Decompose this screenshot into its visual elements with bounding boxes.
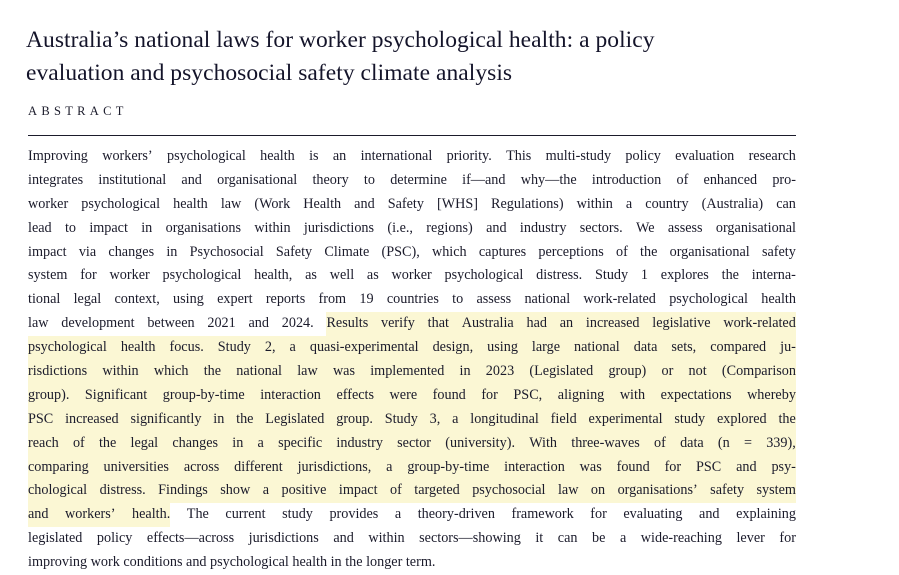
abstract-word-highlighted: compared	[710, 336, 766, 360]
abstract-word-highlighted: work-related	[723, 312, 795, 336]
abstract-line	[28, 145, 796, 169]
abstract-word: via	[78, 243, 97, 260]
abstract-line	[28, 264, 796, 288]
abstract-word: be	[592, 530, 606, 547]
abstract-word-highlighted: were	[390, 384, 418, 408]
abstract-word: perceptions	[538, 243, 604, 260]
abstract-word: for	[779, 530, 796, 547]
abstract-word: pro-	[772, 171, 796, 188]
abstract-word-highlighted: significantly	[130, 408, 201, 432]
abstract-word-highlighted: different	[234, 456, 283, 480]
abstract-word: the	[640, 243, 658, 260]
abstract-word: Improving	[28, 148, 88, 164]
abstract-word: for	[80, 267, 97, 284]
abstract-word: policy	[625, 148, 661, 164]
abstract-word-highlighted: sector	[397, 432, 431, 456]
abstract-word-highlighted: in	[213, 408, 224, 432]
abstract-line	[28, 503, 796, 527]
abstract-word-highlighted: safety	[710, 479, 744, 503]
abstract-word-highlighted: =	[744, 432, 752, 456]
abstract-section-heading: ABSTRACT	[28, 104, 128, 118]
abstract-line	[28, 527, 796, 551]
abstract-word: Safety	[275, 243, 313, 260]
abstract-word: psychological	[166, 148, 246, 164]
abstract-word: within	[576, 195, 613, 212]
abstract-word: a	[625, 195, 633, 212]
abstract-word: current	[225, 506, 266, 523]
abstract-word-highlighted: (n	[718, 432, 730, 456]
abstract-word-highlighted: chological	[28, 479, 87, 503]
abstract-word: impact	[89, 219, 128, 236]
abstract-word-highlighted: using	[487, 336, 518, 360]
abstract-word-highlighted: effects	[336, 384, 374, 408]
abstract-word-highlighted: on	[591, 479, 605, 503]
abstract-word: using	[173, 291, 204, 308]
abstract-word: lead	[28, 219, 52, 236]
abstract-word: psychological	[81, 195, 161, 212]
page-title	[26, 24, 816, 90]
abstract-word: organisational	[715, 219, 796, 236]
abstract-word: assess	[476, 291, 512, 308]
abstract-word-highlighted: psychosocial	[472, 479, 545, 503]
abstract-word-highlighted: Results	[326, 312, 368, 336]
abstract-word: (Work	[254, 195, 291, 212]
abstract-word: multi-study	[545, 148, 612, 164]
abstract-word: explores	[660, 267, 709, 284]
abstract-word: interna-	[751, 267, 796, 284]
abstract-word: changes	[108, 243, 155, 260]
abstract-word: policy	[96, 530, 133, 547]
abstract-word-highlighted: increased	[65, 408, 119, 432]
abstract-word-highlighted: 2,	[265, 336, 276, 360]
abstract-word: organisations	[165, 219, 241, 236]
abstract-word: and	[333, 530, 354, 547]
abstract-word-highlighted: the	[204, 360, 221, 384]
abstract-word-highlighted: distress.	[100, 479, 146, 503]
abstract-word: as	[366, 267, 379, 284]
abstract-word: assess	[667, 219, 703, 236]
abstract-word: and	[248, 315, 269, 332]
abstract-word: This	[506, 148, 532, 164]
abstract-word: to	[64, 219, 76, 236]
abstract-word: which	[431, 243, 467, 260]
abstract-word: psychological	[444, 267, 524, 284]
abstract-word-highlighted: legal	[131, 432, 159, 456]
abstract-word: why—the	[520, 171, 577, 188]
abstract-word-highlighted: the	[99, 432, 116, 456]
abstract-word: framework	[511, 506, 574, 523]
abstract-word-highlighted: study	[674, 408, 705, 432]
abstract-word-highlighted: which	[154, 360, 189, 384]
abstract-word-highlighted: focus.	[169, 336, 203, 360]
abstract-word: context,	[114, 291, 160, 308]
abstract-word: law	[220, 195, 242, 212]
abstract-body	[28, 145, 796, 575]
abstract-line	[28, 336, 796, 360]
abstract-line	[28, 193, 796, 217]
abstract-word: determine	[390, 171, 447, 188]
abstract-word: health	[260, 148, 295, 164]
abstract-word: lever	[736, 530, 765, 547]
abstract-word: reports	[265, 291, 306, 308]
abstract-word-highlighted: of	[73, 432, 85, 456]
abstract-word: Psychosocial	[189, 243, 264, 260]
abstract-word-highlighted: universities	[104, 456, 169, 480]
abstract-word-highlighted: was	[333, 360, 355, 384]
abstract-word-highlighted: a	[258, 432, 264, 456]
abstract-word-highlighted: for	[665, 456, 682, 480]
abstract-word-highlighted: legislative	[652, 312, 710, 336]
abstract-word-highlighted: implemented	[370, 360, 444, 384]
abstract-word: tional	[28, 291, 61, 308]
abstract-word-highlighted: targeted	[414, 479, 459, 503]
abstract-word-highlighted: found	[617, 456, 650, 480]
abstract-word-highlighted: (university).	[445, 432, 515, 456]
abstract-word: worker	[28, 195, 69, 212]
abstract-word-highlighted: psychological	[28, 336, 107, 360]
abstract-word: in	[141, 219, 153, 236]
abstract-word-highlighted: Study	[385, 408, 418, 432]
abstract-word-highlighted: field	[551, 408, 577, 432]
abstract-word-highlighted: of	[390, 479, 402, 503]
abstract-word-highlighted: risdictions	[28, 360, 87, 384]
abstract-word-highlighted: not	[689, 360, 707, 384]
abstract-word: health,	[254, 267, 293, 284]
abstract-word-highlighted: an	[560, 312, 573, 336]
abstract-word-highlighted: organisations’	[618, 479, 698, 503]
abstract-word: health	[173, 195, 208, 212]
abstract-word: a	[394, 506, 402, 523]
abstract-word-highlighted: national	[236, 360, 282, 384]
abstract-word: psychological	[162, 267, 242, 284]
abstract-word: impact	[28, 243, 67, 260]
abstract-word: legislated	[28, 530, 83, 547]
abstract-word: can	[557, 530, 578, 547]
abstract-word-highlighted: 3,	[430, 408, 441, 432]
abstract-word: introduction	[591, 171, 662, 188]
abstract-word-highlighted: interaction	[260, 384, 321, 408]
abstract-word: law	[28, 315, 49, 332]
abstract-word-highlighted: Australia	[462, 312, 514, 336]
abstract-word-highlighted: explored	[717, 408, 767, 432]
abstract-word-highlighted: positive	[282, 479, 327, 503]
abstract-word: to	[363, 171, 375, 188]
abstract-word: integrates	[28, 171, 84, 188]
abstract-line	[28, 288, 796, 312]
abstract-line	[28, 432, 796, 456]
abstract-word-highlighted: and	[28, 503, 49, 527]
abstract-line	[28, 408, 796, 432]
abstract-word: distress.	[536, 267, 583, 284]
abstract-word: a	[619, 530, 627, 547]
abstract-word: theory-driven	[417, 506, 495, 523]
abstract-word-highlighted: (Comparison	[722, 360, 796, 384]
abstract-word-highlighted: large	[532, 336, 560, 360]
abstract-word-highlighted: sets,	[671, 336, 696, 360]
abstract-word-highlighted: expectations	[661, 384, 732, 408]
abstract-word: the	[721, 267, 739, 284]
abstract-word-highlighted: impact	[339, 479, 378, 503]
abstract-word-highlighted: national	[574, 336, 620, 360]
abstract-line	[28, 360, 796, 384]
abstract-word-highlighted: longitudinal	[470, 408, 539, 432]
abstract-word-highlighted: law	[297, 360, 318, 384]
abstract-word: study	[282, 506, 313, 523]
abstract-line	[28, 384, 796, 408]
abstract-word-highlighted: system	[757, 479, 796, 503]
abstract-word: (PSC),	[381, 243, 420, 260]
abstract-word: workers’	[102, 148, 153, 164]
abstract-line	[28, 312, 796, 336]
abstract-word: jurisdictions	[303, 219, 375, 236]
abstract-word: in	[166, 243, 178, 260]
abstract-word: and	[486, 219, 507, 236]
abstract-word-highlighted: health.	[132, 503, 170, 527]
section-divider-rule	[28, 135, 796, 136]
abstract-word-highlighted: across	[184, 456, 219, 480]
page-title-line-1: Australia’s national laws for worker psychological health: a policy	[26, 26, 655, 53]
abstract-word: worker	[391, 267, 432, 284]
abstract-word-highlighted: specific	[278, 432, 322, 456]
abstract-word-highlighted: Significant	[85, 384, 147, 408]
abstract-word-highlighted: reach	[28, 432, 59, 456]
abstract-word: 1	[640, 267, 648, 284]
abstract-word: and	[699, 506, 720, 523]
abstract-word: 2024.	[281, 315, 314, 332]
abstract-word: 19	[359, 291, 374, 308]
abstract-word-highlighted: the	[236, 408, 253, 432]
abstract-word: and	[181, 171, 202, 188]
abstract-line	[28, 169, 796, 193]
abstract-word: of	[616, 243, 628, 260]
abstract-word: organisational	[669, 243, 750, 260]
abstract-word-highlighted: group-by-time	[407, 456, 489, 480]
abstract-word-highlighted: the	[778, 408, 795, 432]
abstract-line	[28, 456, 796, 480]
page-title-line-2: evaluation and psychosocial safety climate analysis	[26, 59, 513, 86]
abstract-word: countries	[386, 291, 439, 308]
abstract-word-highlighted: psy-	[771, 456, 795, 480]
abstract-word: worker	[109, 267, 150, 284]
abstract-word: international	[360, 148, 433, 164]
abstract-word: sectors—showing	[419, 530, 521, 547]
abstract-word-highlighted: group)	[608, 360, 646, 384]
abstract-word: Health	[303, 195, 342, 212]
abstract-word: Regulations)	[491, 195, 564, 212]
abstract-word-highlighted: in	[460, 360, 471, 384]
abstract-word-highlighted: and	[736, 456, 757, 480]
abstract-word-highlighted: PSC	[28, 408, 53, 432]
abstract-word: 2021	[207, 315, 236, 332]
abstract-word-highlighted: group.	[336, 408, 373, 432]
abstract-word: safety	[761, 243, 796, 260]
abstract-word: sectors.	[579, 219, 623, 236]
abstract-word: country	[645, 195, 689, 212]
abstract-word-highlighted: a	[452, 408, 458, 432]
abstract-word: captures	[478, 243, 527, 260]
abstract-word-highlighted: had	[526, 312, 547, 336]
abstract-word: theory	[312, 171, 349, 188]
abstract-word: priority.	[446, 148, 492, 164]
abstract-line	[28, 241, 796, 265]
abstract-line: improving work conditions and psychological health in the longer term.	[28, 554, 436, 571]
abstract-word-highlighted: experimental	[589, 408, 663, 432]
abstract-word: evaluating	[623, 506, 683, 523]
abstract-word-highlighted: data	[680, 432, 704, 456]
abstract-word-highlighted: data	[634, 336, 658, 360]
abstract-word: it	[535, 530, 544, 547]
abstract-word: (Australia)	[701, 195, 764, 212]
abstract-word: wide-reaching	[640, 530, 722, 547]
abstract-word-highlighted: PSC,	[513, 384, 542, 408]
abstract-word-highlighted: comparing	[28, 456, 89, 480]
abstract-word-highlighted: a	[263, 479, 269, 503]
abstract-word-highlighted: within	[102, 360, 138, 384]
abstract-word: system	[28, 267, 68, 284]
abstract-word-highlighted: quasi-experimental	[310, 336, 419, 360]
abstract-word: from	[318, 291, 347, 308]
abstract-word: The	[186, 506, 209, 523]
abstract-word: of	[676, 171, 689, 188]
abstract-word-highlighted: workers’	[65, 503, 115, 527]
abstract-word: jurisdictions	[248, 530, 319, 547]
abstract-word: explaining	[736, 506, 796, 523]
abstract-word-highlighted: show	[220, 479, 250, 503]
abstract-word: regions)	[426, 219, 473, 236]
abstract-word: can	[776, 195, 796, 212]
abstract-word-highlighted: Study	[218, 336, 251, 360]
abstract-word-highlighted: interaction	[504, 456, 565, 480]
abstract-word-highlighted: a	[386, 456, 392, 480]
abstract-word: between	[147, 315, 195, 332]
abstract-word-highlighted: law	[558, 479, 579, 503]
abstract-word-highlighted: was	[580, 456, 602, 480]
abstract-word-highlighted: ju-	[780, 336, 796, 360]
abstract-word-highlighted: health	[121, 336, 156, 360]
abstract-word: psychological	[669, 291, 748, 308]
abstract-word: legal	[73, 291, 102, 308]
abstract-word-highlighted: Findings	[158, 479, 208, 503]
abstract-word: well	[329, 267, 355, 284]
abstract-word: is	[309, 148, 319, 164]
abstract-word: national	[524, 291, 571, 308]
abstract-word: if—and	[462, 171, 506, 188]
abstract-word: institutional	[98, 171, 167, 188]
abstract-word: organisational	[217, 171, 298, 188]
abstract-word: We	[636, 219, 655, 236]
abstract-word-highlighted: a	[290, 336, 296, 360]
abstract-word-highlighted: found	[433, 384, 466, 408]
abstract-word-highlighted: group-by-time	[163, 384, 245, 408]
abstract-word: research	[748, 148, 796, 164]
abstract-word-highlighted: With	[529, 432, 557, 456]
abstract-word-highlighted: group).	[28, 384, 69, 408]
abstract-word-highlighted: that	[428, 312, 449, 336]
abstract-word-highlighted: (Legislated	[529, 360, 593, 384]
abstract-word-highlighted: aligning	[558, 384, 605, 408]
abstract-word-highlighted: Legislated	[265, 408, 324, 432]
abstract-word: (i.e.,	[387, 219, 413, 236]
abstract-word: Safety	[387, 195, 424, 212]
abstract-word-highlighted: three-waves	[571, 432, 640, 456]
abstract-word-highlighted: in	[232, 432, 243, 456]
abstract-word-highlighted: whereby	[747, 384, 796, 408]
abstract-word: Climate	[324, 243, 370, 260]
abstract-word: and	[354, 195, 375, 212]
abstract-word-highlighted: design,	[433, 336, 474, 360]
abstract-word: industry	[519, 219, 567, 236]
abstract-word-highlighted: PSC	[696, 456, 721, 480]
abstract-word-highlighted: 339),	[766, 432, 796, 456]
abstract-word: within	[368, 530, 405, 547]
abstract-word: to	[452, 291, 464, 308]
abstract-word-highlighted: for	[481, 384, 498, 408]
abstract-word: provides	[329, 506, 379, 523]
abstract-word-highlighted: of	[654, 432, 666, 456]
abstract-word-highlighted: changes	[172, 432, 218, 456]
abstract-word: effects—across	[146, 530, 235, 547]
abstract-word: evaluation	[675, 148, 735, 164]
abstract-word: work-related	[583, 291, 656, 308]
abstract-line	[28, 479, 796, 503]
abstract-word-highlighted: or	[661, 360, 673, 384]
abstract-word: enhanced	[703, 171, 758, 188]
abstract-word: [WHS]	[437, 195, 478, 212]
abstract-word: an	[332, 148, 347, 164]
abstract-word: health	[761, 291, 796, 308]
abstract-word-highlighted: verify	[381, 312, 415, 336]
abstract-word: within	[254, 219, 291, 236]
abstract-word-highlighted: 2023	[486, 360, 514, 384]
abstract-word-highlighted: increased	[586, 312, 640, 336]
abstract-word: for	[590, 506, 607, 523]
abstract-word-highlighted: jurisdictions,	[298, 456, 372, 480]
abstract-word-highlighted: industry	[336, 432, 383, 456]
abstract-word: as	[305, 267, 317, 284]
abstract-word: development	[61, 315, 135, 332]
abstract-word: expert	[217, 291, 253, 308]
abstract-line	[28, 217, 796, 241]
abstract-word: Study	[594, 267, 629, 284]
abstract-word-highlighted: with	[620, 384, 645, 408]
